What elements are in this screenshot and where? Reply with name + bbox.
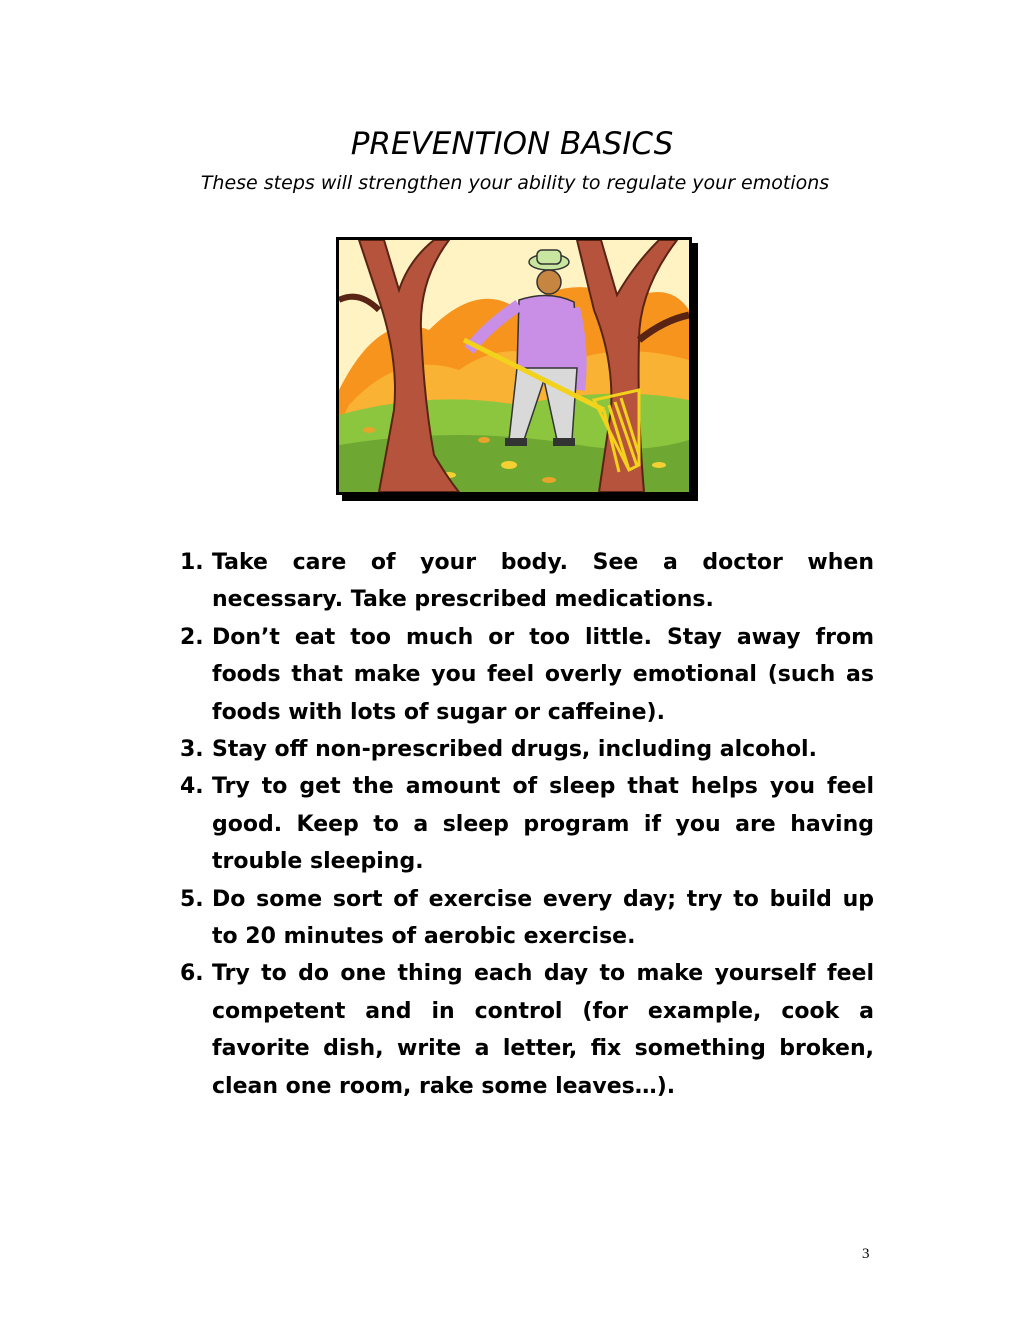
step-text: Take care of your body. See a doctor when necessary. Take prescribed medications.: [212, 550, 874, 613]
person-raking-leaves-illustration: [336, 237, 692, 495]
page-number: 3: [862, 1246, 870, 1262]
step-text: Stay off non-prescribed drugs, including alcohol.: [212, 737, 817, 763]
prevention-steps-list: [178, 544, 874, 1105]
list-item: [178, 955, 874, 1105]
step-text: Do some sort of exercise every day; try to build up to 20 minutes of aerobic exercise.: [212, 886, 874, 950]
list-item: [178, 768, 874, 880]
step-text: Don’t eat too much or too little. Stay away from foods that make you feel overly emotional (such as foods with lots of sugar or caffeine).: [212, 624, 874, 725]
page-subtitle: These steps will strengthen your ability to regulate your emotions: [200, 172, 830, 194]
list-item: [178, 881, 874, 956]
step-number: 4.: [180, 774, 204, 800]
step-number: 3.: [180, 737, 204, 763]
step-number: 1.: [180, 550, 204, 575]
list-item: [178, 731, 874, 768]
list-item: [178, 544, 874, 619]
step-text: Try to get the amount of sleep that helps you feel good. Keep to a sleep program if you are having trouble sleeping.: [212, 774, 874, 875]
list-item: [178, 619, 874, 731]
step-number: 5.: [180, 886, 204, 912]
step-text: Try to do one thing each day to make yourself feel competent and in control (for example, cook a favorite dish, write a letter, fix something broken, clean one room, rake some leaves…).: [212, 961, 874, 1099]
raking-clipart: [339, 240, 689, 492]
page-title: PREVENTION BASICS: [350, 126, 674, 162]
step-number: 6.: [180, 961, 204, 987]
step-number: 2.: [180, 624, 204, 650]
